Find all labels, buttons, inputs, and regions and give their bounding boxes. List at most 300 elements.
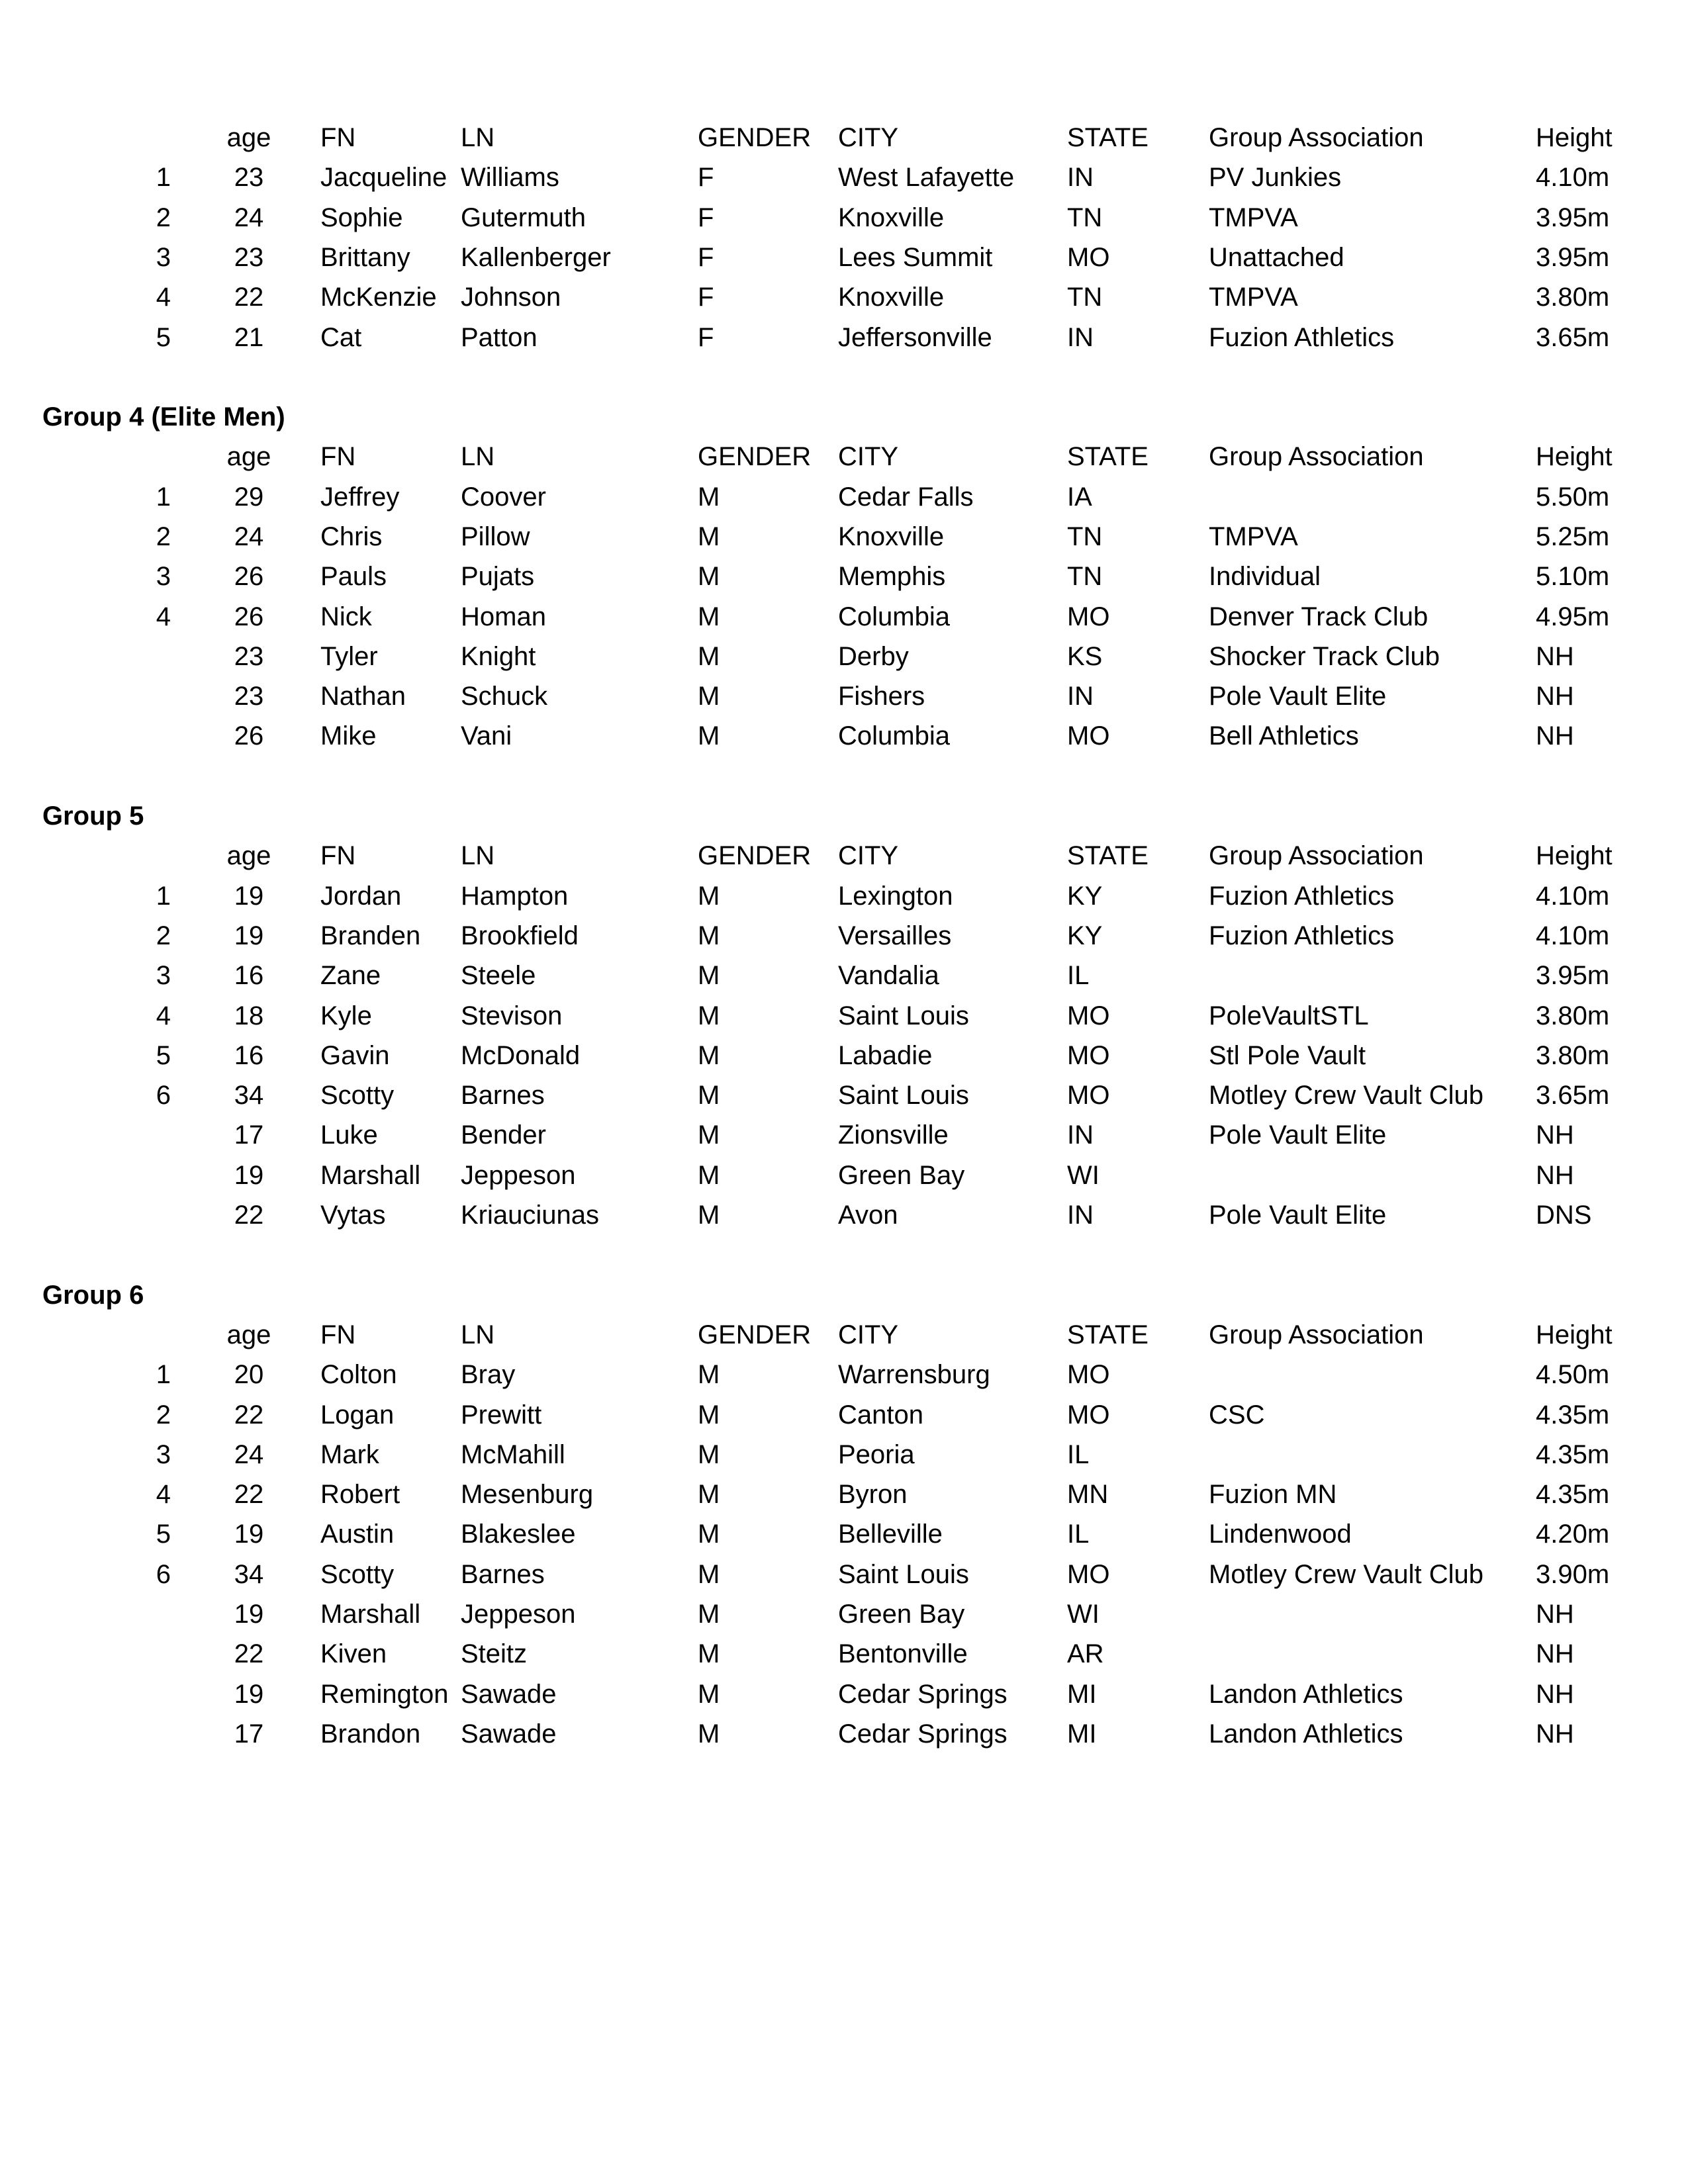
table-row [0, 318, 1688, 357]
column-header-fn: FN [320, 1320, 356, 1349]
group-title: Group 4 (Elite Men) [42, 402, 285, 432]
cell-fn: Brittany [320, 243, 410, 272]
cell-gender: M [698, 721, 720, 751]
cell-ln: Coover [461, 482, 546, 512]
column-header-fn: FN [320, 123, 356, 152]
cell-gender: M [698, 642, 720, 671]
cell-age: 18 [234, 1001, 264, 1030]
group-title: Group 5 [42, 801, 144, 831]
cell-assoc: Motley Crew Vault Club [1209, 1081, 1483, 1110]
column-header-height: Height [1536, 442, 1613, 471]
cell-gender: M [698, 1719, 720, 1749]
table-row [0, 1674, 1688, 1714]
table-row [0, 1395, 1688, 1435]
cell-height: 5.10m [1536, 562, 1610, 591]
column-header-age: age [226, 123, 271, 152]
table-header-row [0, 437, 1688, 477]
cell-fn: Vytas [320, 1201, 386, 1230]
cell-height: 4.50m [1536, 1360, 1610, 1389]
table-row [0, 1714, 1688, 1754]
cell-assoc: Bell Athletics [1209, 721, 1359, 751]
cell-state: KY [1067, 882, 1103, 911]
cell-height: NH [1536, 642, 1574, 671]
cell-city: Green Bay [838, 1600, 965, 1629]
cell-state: MO [1067, 243, 1110, 272]
cell-ln: Pujats [461, 562, 535, 591]
cell-fn: Cat [320, 323, 362, 352]
cell-gender: M [698, 1600, 720, 1629]
cell-height: 4.35m [1536, 1440, 1610, 1469]
cell-age: 22 [234, 1201, 264, 1230]
cell-height: 3.80m [1536, 1041, 1610, 1070]
cell-assoc: Fuzion Athletics [1209, 323, 1395, 352]
table-row [0, 1115, 1688, 1155]
cell-place: 4 [156, 1480, 171, 1509]
cell-city: Knoxville [838, 203, 945, 232]
table-header-row [0, 836, 1688, 876]
cell-fn: Pauls [320, 562, 387, 591]
cell-height: NH [1536, 1120, 1574, 1150]
cell-assoc: Landon Athletics [1209, 1719, 1403, 1749]
cell-assoc: Denver Track Club [1209, 602, 1429, 631]
cell-height: 4.20m [1536, 1520, 1610, 1549]
cell-height: 3.95m [1536, 961, 1610, 990]
cell-age: 23 [234, 243, 264, 272]
cell-state: IL [1067, 1520, 1090, 1549]
cell-age: 24 [234, 1440, 264, 1469]
cell-age: 19 [234, 921, 264, 950]
cell-ln: Pillow [461, 522, 530, 551]
cell-place [132, 676, 171, 716]
cell-gender: M [698, 1120, 720, 1150]
cell-place: 6 [156, 1560, 171, 1589]
table-row [0, 1514, 1688, 1554]
cell-fn: Jacqueline [320, 163, 447, 192]
column-header-ln: LN [461, 442, 495, 471]
cell-city: Derby [838, 642, 909, 671]
cell-age: 34 [234, 1560, 264, 1589]
cell-ln: Kriauciunas [461, 1201, 600, 1230]
cell-age: 26 [234, 602, 264, 631]
column-header-city: CITY [838, 442, 899, 471]
cell-age: 17 [234, 1719, 264, 1749]
cell-fn: Gavin [320, 1041, 390, 1070]
table-row [0, 1435, 1688, 1475]
table-row [0, 158, 1688, 197]
column-header-age: age [226, 442, 271, 471]
column-header-ln: LN [461, 1320, 495, 1349]
cell-city: Green Bay [838, 1161, 965, 1190]
table-row [0, 1555, 1688, 1594]
cell-city: Cedar Springs [838, 1719, 1008, 1749]
cell-height: 4.10m [1536, 921, 1610, 950]
cell-gender: M [698, 1360, 720, 1389]
cell-place: 2 [156, 203, 171, 232]
cell-ln: Hampton [461, 882, 569, 911]
cell-place: 3 [156, 243, 171, 272]
cell-gender: M [698, 562, 720, 591]
cell-place [132, 1634, 171, 1674]
cell-place: 5 [156, 1520, 171, 1549]
column-header-state: STATE [1067, 1320, 1149, 1349]
cell-gender: M [698, 1001, 720, 1030]
cell-ln: Bray [461, 1360, 516, 1389]
cell-state: MN [1067, 1480, 1109, 1509]
table-header-row [0, 1315, 1688, 1355]
column-header-state: STATE [1067, 442, 1149, 471]
cell-state: IN [1067, 682, 1094, 711]
cell-age: 24 [234, 522, 264, 551]
cell-height: 4.35m [1536, 1400, 1610, 1430]
column-header-state: STATE [1067, 123, 1149, 152]
cell-city: Avon [838, 1201, 898, 1230]
column-header-state: STATE [1067, 841, 1149, 870]
cell-age: 17 [234, 1120, 264, 1150]
cell-height: NH [1536, 682, 1574, 711]
cell-gender: M [698, 602, 720, 631]
cell-place [132, 1594, 171, 1634]
cell-gender: F [698, 323, 714, 352]
cell-fn: McKenzie [320, 283, 437, 312]
table-row [0, 238, 1688, 277]
cell-state: MO [1067, 602, 1110, 631]
cell-assoc: Individual [1209, 562, 1321, 591]
column-header-height: Height [1536, 123, 1613, 152]
cell-ln: Steitz [461, 1639, 528, 1668]
cell-place [132, 1156, 171, 1195]
cell-fn: Tyler [320, 642, 378, 671]
cell-state: AR [1067, 1639, 1104, 1668]
table-row [0, 956, 1688, 995]
cell-place [132, 1115, 171, 1155]
cell-fn: Nathan [320, 682, 406, 711]
cell-ln: Kallenberger [461, 243, 611, 272]
cell-age: 19 [234, 882, 264, 911]
cell-age: 26 [234, 562, 264, 591]
cell-height: 3.80m [1536, 1001, 1610, 1030]
cell-height: 4.95m [1536, 602, 1610, 631]
cell-fn: Remington [320, 1680, 449, 1709]
cell-ln: Jeppeson [461, 1600, 576, 1629]
table-header-row [0, 118, 1688, 158]
column-header-age: age [226, 1320, 271, 1349]
cell-place: 3 [156, 562, 171, 591]
cell-assoc: Pole Vault Elite [1209, 1201, 1387, 1230]
cell-age: 29 [234, 482, 264, 512]
column-header-assoc: Group Association [1209, 442, 1424, 471]
cell-assoc: Shocker Track Club [1209, 642, 1440, 671]
cell-state: KS [1067, 642, 1103, 671]
cell-state: MO [1067, 1041, 1110, 1070]
cell-height: DNS [1536, 1201, 1592, 1230]
table-row [0, 517, 1688, 557]
cell-ln: Brookfield [461, 921, 579, 950]
cell-age: 22 [234, 283, 264, 312]
table-row [0, 557, 1688, 596]
cell-height: 4.35m [1536, 1480, 1610, 1509]
cell-height: 3.95m [1536, 243, 1610, 272]
cell-place [132, 1714, 171, 1754]
column-header-assoc: Group Association [1209, 841, 1424, 870]
table-row [0, 1634, 1688, 1674]
cell-state: TN [1067, 203, 1103, 232]
cell-gender: M [698, 1639, 720, 1668]
cell-assoc: TMPVA [1209, 522, 1298, 551]
column-header-city: CITY [838, 841, 899, 870]
cell-gender: M [698, 1680, 720, 1709]
cell-gender: M [698, 1520, 720, 1549]
cell-place [132, 1195, 171, 1235]
cell-city: Saint Louis [838, 1560, 969, 1589]
table-row [0, 637, 1688, 676]
cell-age: 22 [234, 1480, 264, 1509]
cell-state: TN [1067, 562, 1103, 591]
cell-fn: Logan [320, 1400, 395, 1430]
cell-gender: M [698, 1480, 720, 1509]
cell-state: TN [1067, 283, 1103, 312]
cell-state: MO [1067, 1001, 1110, 1030]
cell-height: NH [1536, 1639, 1574, 1668]
cell-gender: M [698, 1041, 720, 1070]
column-header-age: age [226, 841, 271, 870]
cell-city: Warrensburg [838, 1360, 990, 1389]
cell-state: TN [1067, 522, 1103, 551]
cell-state: MO [1067, 1560, 1110, 1589]
table-row [0, 876, 1688, 916]
cell-ln: Barnes [461, 1560, 545, 1589]
cell-place: 5 [156, 1041, 171, 1070]
table-row [0, 1036, 1688, 1075]
group-title-row [0, 397, 1688, 437]
cell-city: Fishers [838, 682, 925, 711]
cell-gender: M [698, 1400, 720, 1430]
column-header-ln: LN [461, 123, 495, 152]
cell-place: 5 [156, 323, 171, 352]
table-row [0, 277, 1688, 317]
cell-assoc: Fuzion MN [1209, 1480, 1337, 1509]
cell-height: 3.65m [1536, 1081, 1610, 1110]
cell-height: 5.50m [1536, 482, 1610, 512]
cell-fn: Marshall [320, 1600, 421, 1629]
cell-age: 26 [234, 721, 264, 751]
cell-state: IN [1067, 163, 1094, 192]
column-header-height: Height [1536, 841, 1613, 870]
cell-ln: Schuck [461, 682, 548, 711]
column-header-city: CITY [838, 123, 899, 152]
cell-gender: M [698, 1161, 720, 1190]
column-header-gender: GENDER [698, 442, 812, 471]
cell-ln: Barnes [461, 1081, 545, 1110]
column-header-fn: FN [320, 442, 356, 471]
cell-age: 23 [234, 163, 264, 192]
cell-ln: Williams [461, 163, 559, 192]
cell-assoc: Pole Vault Elite [1209, 682, 1387, 711]
cell-gender: F [698, 283, 714, 312]
cell-age: 16 [234, 961, 264, 990]
cell-state: MO [1067, 1360, 1110, 1389]
cell-assoc: PoleVaultSTL [1209, 1001, 1369, 1030]
column-header-assoc: Group Association [1209, 1320, 1424, 1349]
table-row [0, 1195, 1688, 1235]
cell-age: 23 [234, 642, 264, 671]
cell-height: 4.10m [1536, 163, 1610, 192]
cell-age: 19 [234, 1161, 264, 1190]
group-title-row [0, 1275, 1688, 1315]
cell-age: 23 [234, 682, 264, 711]
cell-place: 2 [156, 522, 171, 551]
cell-gender: M [698, 682, 720, 711]
cell-fn: Zane [320, 961, 381, 990]
cell-ln: Vani [461, 721, 512, 751]
cell-age: 34 [234, 1081, 264, 1110]
cell-state: MO [1067, 1400, 1110, 1430]
group-title: Group 6 [42, 1281, 144, 1310]
cell-assoc: Unattached [1209, 243, 1344, 272]
column-header-assoc: Group Association [1209, 123, 1424, 152]
cell-place: 2 [156, 1400, 171, 1430]
cell-fn: Scotty [320, 1081, 395, 1110]
cell-city: Peoria [838, 1440, 915, 1469]
cell-height: 3.95m [1536, 203, 1610, 232]
cell-ln: Gutermuth [461, 203, 586, 232]
cell-assoc: TMPVA [1209, 203, 1298, 232]
cell-assoc: Fuzion Athletics [1209, 882, 1395, 911]
cell-state: IN [1067, 323, 1094, 352]
column-header-gender: GENDER [698, 1320, 812, 1349]
cell-age: 21 [234, 323, 264, 352]
cell-age: 22 [234, 1639, 264, 1668]
cell-state: IA [1067, 482, 1092, 512]
cell-gender: M [698, 1560, 720, 1589]
cell-height: NH [1536, 1161, 1574, 1190]
cell-ln: Mesenburg [461, 1480, 594, 1509]
cell-ln: Sawade [461, 1680, 557, 1709]
cell-age: 19 [234, 1600, 264, 1629]
cell-ln: Bender [461, 1120, 546, 1150]
cell-city: Lees Summit [838, 243, 993, 272]
cell-city: Cedar Springs [838, 1680, 1008, 1709]
table-row [0, 1075, 1688, 1115]
group-title-row [0, 796, 1688, 836]
cell-city: Knoxville [838, 522, 945, 551]
cell-ln: Blakeslee [461, 1520, 576, 1549]
cell-place: 4 [156, 1001, 171, 1030]
cell-gender: F [698, 203, 714, 232]
cell-height: NH [1536, 721, 1574, 751]
cell-fn: Nick [320, 602, 372, 631]
cell-place [132, 1674, 171, 1714]
cell-state: MI [1067, 1719, 1097, 1749]
table-row [0, 916, 1688, 956]
cell-city: Saint Louis [838, 1081, 969, 1110]
cell-place: 4 [156, 602, 171, 631]
cell-age: 24 [234, 203, 264, 232]
cell-place: 1 [156, 163, 171, 192]
cell-place [132, 716, 171, 756]
cell-assoc: CSC [1209, 1400, 1265, 1430]
cell-state: IL [1067, 961, 1090, 990]
cell-gender: M [698, 1440, 720, 1469]
cell-place: 1 [156, 1360, 171, 1389]
table-row [0, 676, 1688, 716]
cell-ln: McMahill [461, 1440, 565, 1469]
cell-state: IL [1067, 1440, 1090, 1469]
cell-ln: Johnson [461, 283, 561, 312]
cell-fn: Marshall [320, 1161, 421, 1190]
cell-city: Zionsville [838, 1120, 949, 1150]
cell-gender: F [698, 163, 714, 192]
cell-height: 5.25m [1536, 522, 1610, 551]
cell-fn: Jordan [320, 882, 402, 911]
cell-age: 22 [234, 1400, 264, 1430]
cell-ln: Sawade [461, 1719, 557, 1749]
cell-assoc: Landon Athletics [1209, 1680, 1403, 1709]
cell-height: 4.10m [1536, 882, 1610, 911]
cell-ln: Patton [461, 323, 538, 352]
cell-place: 6 [156, 1081, 171, 1110]
cell-state: IN [1067, 1120, 1094, 1150]
cell-ln: Steele [461, 961, 536, 990]
cell-height: NH [1536, 1719, 1574, 1749]
cell-place: 2 [156, 921, 171, 950]
cell-age: 19 [234, 1520, 264, 1549]
cell-fn: Mark [320, 1440, 379, 1469]
column-header-height: Height [1536, 1320, 1613, 1349]
column-header-ln: LN [461, 841, 495, 870]
cell-fn: Mike [320, 721, 377, 751]
cell-assoc: TMPVA [1209, 283, 1298, 312]
cell-gender: F [698, 243, 714, 272]
cell-assoc: Fuzion Athletics [1209, 921, 1395, 950]
cell-city: Knoxville [838, 283, 945, 312]
cell-gender: M [698, 522, 720, 551]
cell-state: MO [1067, 1081, 1110, 1110]
cell-place: 1 [156, 882, 171, 911]
cell-age: 20 [234, 1360, 264, 1389]
cell-state: MO [1067, 721, 1110, 751]
cell-fn: Austin [320, 1520, 395, 1549]
cell-ln: Jeppeson [461, 1161, 576, 1190]
cell-height: 3.65m [1536, 323, 1610, 352]
cell-city: Jeffersonville [838, 323, 992, 352]
cell-state: IN [1067, 1201, 1094, 1230]
cell-gender: M [698, 482, 720, 512]
cell-city: Lexington [838, 882, 953, 911]
cell-place: 4 [156, 283, 171, 312]
cell-fn: Kyle [320, 1001, 372, 1030]
table-row [0, 477, 1688, 517]
cell-fn: Scotty [320, 1560, 395, 1589]
cell-city: Columbia [838, 721, 950, 751]
cell-fn: Jeffrey [320, 482, 400, 512]
table-row [0, 198, 1688, 238]
cell-assoc: Motley Crew Vault Club [1209, 1560, 1483, 1589]
cell-city: Belleville [838, 1520, 943, 1549]
column-header-fn: FN [320, 841, 356, 870]
column-header-gender: GENDER [698, 123, 812, 152]
cell-fn: Branden [320, 921, 421, 950]
cell-place: 1 [156, 482, 171, 512]
cell-city: Vandalia [838, 961, 939, 990]
cell-age: 16 [234, 1041, 264, 1070]
cell-fn: Robert [320, 1480, 400, 1509]
column-header-city: CITY [838, 1320, 899, 1349]
cell-city: Byron [838, 1480, 908, 1509]
cell-ln: Prewitt [461, 1400, 542, 1430]
cell-place: 3 [156, 961, 171, 990]
cell-height: 3.90m [1536, 1560, 1610, 1589]
cell-assoc: Pole Vault Elite [1209, 1120, 1387, 1150]
